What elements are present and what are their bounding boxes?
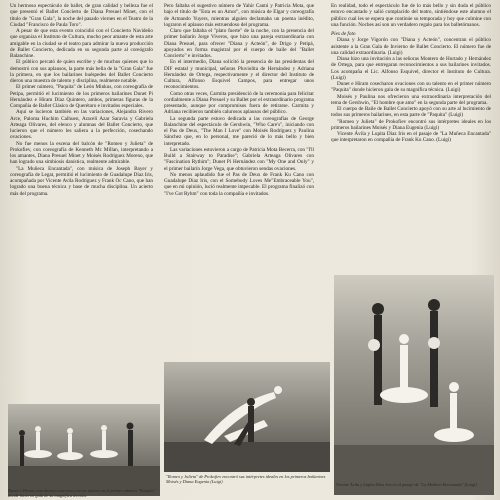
caption-text: Dunet e Hiram cosecharon ovaciones con su talento en el primer número "Paquita" donde hicieron gala de su magnífica técnica. (Luigi) (331, 81, 491, 94)
article-column-3 (331, 3, 491, 273)
caption-text: Vicente Ávila y Lupita Díaz Iris en el pasaje de "La Muñeca Encantada" que interpretaron en compañía de Frank Ku Cano. (Luigi) (331, 131, 491, 144)
paragraph: Como otras veces, Carmita presidenció de la ceremonia para felicitar cordialmente a Diana Presuel y su Ballet por el extraordinario programa presentado, aunque por compromisos fuera de retirarse. Carmita y Adriana recibieron también calurosos aplausos del público. (164, 90, 314, 116)
dancers-group-icon (334, 275, 494, 495)
photo-romeo-y-julieta (164, 362, 330, 472)
photo-muneca-encantada (334, 275, 494, 495)
photo-paquita-dancers (8, 404, 160, 496)
paragraph: A pesar de que esta evento coincidió con el Concierto Navideño que organiza el Instituto de Cultura, mucho peor amante de esta arte amigable en la ciudad se el teatro para admirar la nueva producción de Ballet Concierto, dedicada en su segunda parte al coreógrafo Balanchine. (10, 28, 153, 59)
caption-text: El cuerpo de Baile de Ballet Concierto apoyó con su arte al lucimiento de todos sus primeros bailarines, en esta parte de "Paquita" (Luigi) (331, 106, 491, 119)
paragraph: Claro que faltaba el "plato fuerte" de la noche, con la presencia del primer bailarín Jorge Viveros, que hizo una pareja extraordinaria con Diana Presuel, para ofrecer "Diana y Acteón", de Drigo y Petipá, apoyados en forma magistral por el cuerpo de baile del "Ballet Concierto" e invitados. (164, 28, 314, 59)
paragraph: Un hermoso espectáculo de ballet, de gran calidad y belleza fue el que presentó el Ballet Concierto de Diana Presuel Minet, con el título de "Gran Gala", la noche del pasado viernes en el Teatro de la Ciudad "Francisco de Paula Toro". (10, 3, 153, 28)
paragraph: El primer número, "Paquita" de León Minkus, con coreografía de Petipa, permitió el lucimiento de los primeros bailarines Dunet Pi Hernández e Hiram Díaz Quintero, ambos, primeras figuras de la Compañía de Ballet Clásico de Querétaro e invitados especiales. (10, 84, 153, 109)
photo-caption-right: Vicente Ávila y Lupita Díaz Iris en el pasaje de "La Muñeca Encantada" (Luigi) (336, 482, 477, 487)
paragraph: La segunda parte estuvo dedicada a las coreografías de George Balanchine del espectáculo de Gershwin, "Who Care's", iniciando con el Pas de Deux, "The Man I Love" con Moisés Rodríguez y Paulina Sánchez que, en lo personal, me pareció de lo más bello y bien interpretado. (164, 115, 314, 147)
paragraph: Pero faltaba el sugestivo número de Yahir Cantú y Patricia Mota, que bajo el título de "Esta es un Amor", con música de Elgar y coreografía de Armando Yuyers, mientras alguien declamaba un poema inédito, lograron el aplauso más estruendoso del programa. (164, 3, 314, 28)
paragraph: El público percató de quien escribe y de muchos quienes que lo demostró con sus aplausos, la parte más bella de la "Gran Gala" fue la primera, en que los bailarines huéspedes del Ballet Concierto dieron una muestra de talento y disciplina, realmente notable. (10, 59, 153, 84)
paragraph: No menos aplaudido fue el Pas de Deux de Frank Ku Cano con Guadalupe Díaz Iris, con el Somebody Loves Me"Embraceable You", que en mi opinión, lució realmente impecable. El programa finalizó con "I've Got Ryhm" con toda la compañía e invitados. (164, 171, 314, 197)
caption-text: Moisés y Paulina nos ofrecieron una extraordinaria interpretación del tema de Gershwin, "El hombre que amo" en la segunda parte del programa. (331, 93, 491, 106)
caption-text: "Romeo y Julieta" de Prokofiev encontró sus intérpretes ideales en los primeros bailarines Moisés y Diana Eugenia (Luigi) (331, 118, 491, 131)
caption-text: Diana y Jorge Vigorón con "Diana y Acteón", concentran el público asistente a la Gran Gala de Invierno de Ballet Concierto. El número fue de una calidad extraordinaria. (Luigi) (331, 37, 491, 56)
article-column-1 (10, 3, 153, 401)
paragraph: En realidad, todo el espectáculo fue de lo más bello y sin duda el público estuvo encantado y salió complacido del teatro, sintiéndose este alumno el público cual les se espera que continúe su temporada y hoy que culmine con una función. Noches así son un verdadero regalo para los balletómanos. (331, 3, 491, 28)
ballet-couple-icon (164, 362, 330, 472)
dancers-silhouette-icon (8, 404, 160, 496)
article-column-2 (164, 3, 314, 363)
paragraph: Aquí se lucieron también en las variaciones, Alejandra Rivero Arce, Paloma Huchim Calhuen, Araceli Azar Saravia y Gabriela Arteaga Olivares, del elenco y alumnas del Ballet Concierto, que lucieron que el número les saliera a la perfección, cosechando ovaciones. (10, 109, 153, 141)
caption-text: Diana hizo una invitación a las señoras Montero de Hurtado y Hernández de Ortega, para que entregaran reconocimientos a sus bailarines invitados. Los acompaña el Lic. Alfonso Esquivel, director el Instituto de Cultura. (Luigi) (331, 56, 491, 81)
paragraph: No fue menos la escena del balcón de "Romeo y Julieta" de Prokofiev, con coreografía de Kenneth Mc Millan, interpretando a los amantes, Diana Presuel Minet y Moisés Rodríguez Moreno, que han logrado una simbiosis danística, realmente admirable. (10, 140, 153, 166)
paragraph: Las variaciones estuvieron a cargo de Patricia Mota Becerra, con "I'll Build a Stairway to Paradise"; Gabriela Arteaga Olivares con "Fascination Rythim"; Dunet Pi Hernández con "My One and Only" y el primer bailarín Jorge Vega, que obtuvieron sendas ovaciones. (164, 146, 314, 172)
paragraph: "La Muñeca Encantada", con música de Joseph Bayer y coreografía de Legat, permitió el lucimiento de Guadalupe Díaz Iris, acompañada por Vicente Avila Rodríguez y Frank Oc Cano, que han logrado una buena técnica y base de mucha disciplina. Un acierto más del programa. (10, 165, 153, 197)
photo-caption-center: "Romeo y Julieta" de Prokofiev encontró sus intérpretes ideales en los primeros bailarines Moisés y Diana Eugenia (Luigi) (166, 474, 326, 485)
paragraph: En el intermedio, Diana solicitó la presencia de las presidentas del DIF estatal y municipal, señoras Pluviolita de Hernández y Adriana Hernández de Ortega, respectivamente y el director del Instituto de Cultura, Alfonso Esquivel Campos, para entregar unos reconocimientos. (164, 59, 314, 91)
photo-caption-left: Dunet e Hiram cosecharon ovaciones con su talento en el primer número "Paquita" donde hicieron gala de su magnífica técnica. (8, 488, 156, 499)
captions-heading: Pies de foto (331, 31, 356, 37)
